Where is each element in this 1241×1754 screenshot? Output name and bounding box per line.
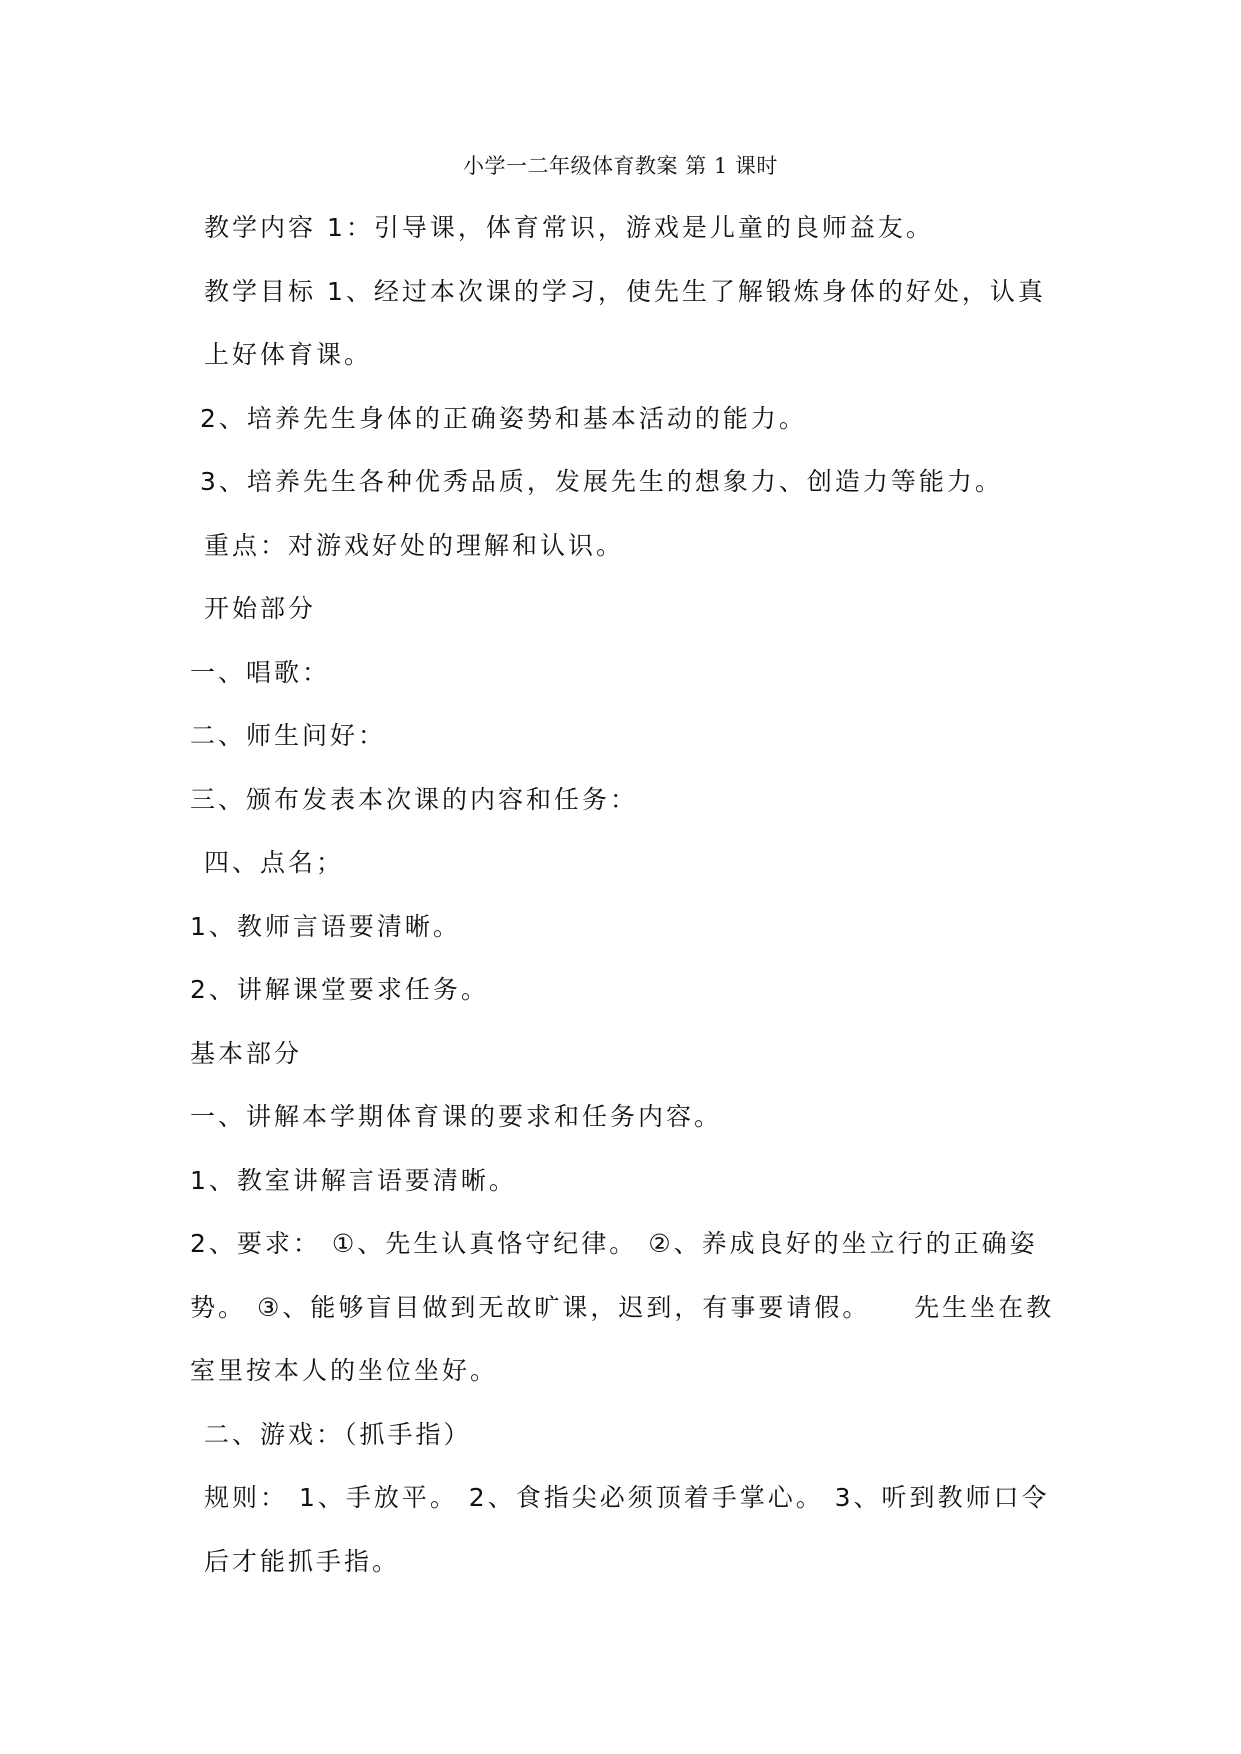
list-item: 2、讲解课堂要求任务。: [190, 975, 489, 1004]
list-item: 一、唱歌：: [190, 657, 331, 687]
list-item: 1、教师言语要清晰。: [190, 911, 461, 941]
paragraph-teaching-content: 教学内容 1：引导课，体育常识，游戏是儿童的良师益友。: [204, 213, 934, 242]
list-item: 二、师生问好：: [190, 721, 387, 750]
list-item: 四、点名；: [204, 848, 345, 877]
paragraph-teaching-goal-1: 教学目标 1、经过本次课的学习，使先生了解锻炼身体的好处，认真上好体育课。: [204, 276, 1046, 369]
paragraph-key-point: 重点：对游戏好处的理解和认识。: [204, 530, 625, 560]
list-item: 1、教室讲解言语要清晰。: [190, 1165, 517, 1195]
paragraph-rules: 规则： 1、手放平。 2、食指尖必须顶着手掌心。 3、听到教师口令后才能抓手指。: [204, 1483, 1050, 1576]
document-title: 小学一二年级体育教案 第 1 课时: [463, 154, 778, 178]
section-heading-start: 开始部分: [204, 594, 317, 623]
document-body: [190, 196, 1070, 1593]
list-item: 三、颁布发表本次课的内容和任务：: [190, 784, 639, 814]
paragraph-teaching-goal-3: 3、培养先生各种优秀品质，发展先生的想象力、创造力等能力。: [200, 467, 1003, 496]
paragraph-requirements: 2、要求： ①、先生认真恪守纪律。 ②、养成良好的坐立行的正确姿势。 ③、能够盲目做到无故旷课，迟到，有事要请假。 先生坐在教室里按本人的坐位坐好。: [190, 1229, 1055, 1385]
list-item: 一、讲解本学期体育课的要求和任务内容。: [190, 1102, 723, 1131]
list-item: 二、游戏：（抓手指）: [204, 1419, 472, 1449]
paragraph-teaching-goal-2: 2、培养先生身体的正确姿势和基本活动的能力。: [200, 403, 807, 433]
section-heading-basic: 基本部分: [190, 1038, 303, 1068]
